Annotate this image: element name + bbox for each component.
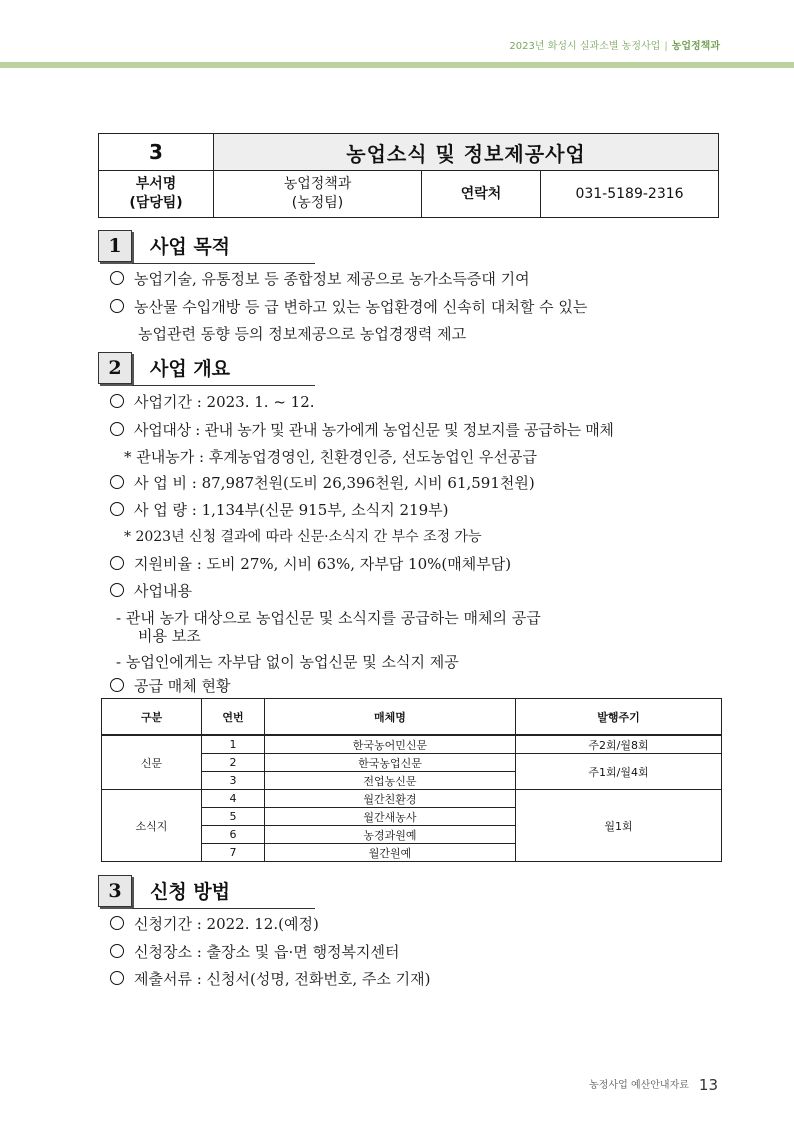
dept-value-line1: 농업정책과 — [283, 176, 352, 192]
no-cell: 7 — [202, 844, 265, 862]
col-header-name: 매체명 — [265, 699, 516, 736]
circle-bullet-icon — [110, 971, 124, 985]
apply-place-text: 신청장소 : 출장소 및 읍·면 행정복지센터 — [134, 943, 400, 961]
section-number: 3 — [98, 875, 132, 907]
name-cell: 월간원예 — [265, 844, 516, 862]
overview-content-2: - 농업인에게는 자부담 없이 농업신문 및 소식지 제공 — [116, 653, 459, 671]
overview-target-note: * 관내농가 : 후계농업경영인, 친환경인증, 선도농업인 우선공급 — [124, 448, 537, 466]
category-cell: 소식지 — [102, 790, 202, 862]
table-row — [102, 735, 722, 754]
overview-quantity-note: * 2023년 신청 결과에 따라 신문·소식지 간 부수 조정 가능 — [124, 529, 482, 545]
section-title: 신청 방법 — [150, 881, 231, 903]
name-cell: 월간친환경 — [265, 790, 516, 808]
overview-quantity — [108, 499, 449, 520]
overview-ratio — [108, 553, 511, 574]
purpose-item-1-text: 농업기술, 유통정보 등 종합정보 제공으로 농가소득증대 기여 — [134, 270, 530, 288]
header-dept: 농업정책과 — [671, 41, 720, 52]
col-header-cycle: 발행주기 — [516, 699, 722, 736]
name-cell: 한국농업신문 — [265, 754, 516, 772]
circle-bullet-icon — [110, 916, 124, 930]
cycle-cell: 주1회/월4회 — [516, 754, 722, 790]
table-row — [102, 790, 722, 808]
overview-content — [108, 580, 192, 601]
overview-period-text: 사업기간 : 2023. 1. ~ 12. — [134, 393, 315, 411]
cycle-cell: 주2회/월8회 — [516, 735, 722, 754]
no-cell: 5 — [202, 808, 265, 826]
circle-bullet-icon — [110, 944, 124, 958]
overview-content-text: 사업내용 — [134, 582, 192, 600]
no-cell: 1 — [202, 735, 265, 754]
name-cell: 한국농어민신문 — [265, 735, 516, 754]
circle-bullet-icon — [110, 271, 124, 285]
overview-period — [108, 391, 315, 412]
no-cell: 6 — [202, 826, 265, 844]
apply-docs-text: 제출서류 : 신청서(성명, 전화번호, 주소 기재) — [134, 970, 431, 988]
apply-docs — [108, 968, 430, 989]
section-number: 2 — [98, 352, 132, 384]
running-header — [509, 37, 720, 52]
cycle-cell: 월1회 — [516, 790, 722, 862]
overview-quantity-text: 사 업 량 : 1,134부(신문 915부, 소식지 219부) — [134, 501, 449, 519]
overview-ratio-text: 지원비율 : 도비 27%, 시비 63%, 자부담 10%(매체부담) — [134, 555, 512, 573]
circle-bullet-icon — [110, 394, 124, 408]
circle-bullet-icon — [110, 678, 124, 692]
section-title: 사업 개요 — [150, 358, 231, 380]
category-cell: 신문 — [102, 735, 202, 790]
section-underline — [132, 385, 315, 386]
overview-budget — [108, 472, 535, 493]
media-table — [101, 698, 722, 862]
no-cell: 4 — [202, 790, 265, 808]
section-underline — [132, 263, 315, 264]
project-title: 농업소식 및 정보제공사업 — [214, 134, 719, 171]
page-number: 13 — [698, 1076, 718, 1094]
purpose-item-1 — [108, 268, 530, 289]
project-title-table — [98, 133, 719, 218]
no-cell: 3 — [202, 772, 265, 790]
name-cell: 전업농신문 — [265, 772, 516, 790]
col-header-no: 연번 — [202, 699, 265, 736]
dept-value-line2: (농정팀) — [291, 195, 344, 211]
purpose-item-2 — [108, 296, 587, 317]
purpose-item-2-cont: 농업관련 동향 등의 정보제공으로 농업경쟁력 제고 — [138, 325, 467, 343]
no-cell: 2 — [202, 754, 265, 772]
project-number: 3 — [99, 134, 214, 171]
purpose-item-2-text: 농산물 수입개방 등 급 변하고 있는 농업환경에 신속히 대처할 수 있는 — [134, 298, 588, 316]
section-underline — [132, 908, 315, 909]
media-table-header — [102, 699, 722, 736]
overview-supply — [108, 675, 230, 696]
name-cell: 농경과원예 — [265, 826, 516, 844]
overview-budget-text: 사 업 비 : 87,987천원(도비 26,396천원, 시비 61,591천원) — [134, 474, 535, 492]
contact-label: 연락처 — [422, 171, 541, 218]
header-bar — [0, 62, 794, 68]
footer-text: 농정사업 예산안내자료 — [589, 1080, 689, 1091]
circle-bullet-icon — [110, 299, 124, 313]
header-separator: | — [664, 41, 668, 52]
section-title: 사업 목적 — [150, 236, 231, 258]
dept-label-line2: (담당팀) — [129, 195, 183, 211]
overview-target-text: 사업대상 : 관내 농가 및 관내 농가에게 농업신문 및 정보지를 공급하는 매체 — [134, 421, 614, 439]
dept-label — [99, 171, 214, 218]
dept-value — [214, 171, 422, 218]
circle-bullet-icon — [110, 475, 124, 489]
overview-content-1-cont: 비용 보조 — [138, 627, 201, 645]
apply-period — [108, 913, 319, 934]
overview-content-1: - 관내 농가 대상으로 농업신문 및 소식지를 공급하는 매체의 공급 — [116, 609, 541, 627]
overview-supply-text: 공급 매체 현황 — [134, 677, 231, 695]
overview-target — [108, 419, 614, 440]
circle-bullet-icon — [110, 502, 124, 516]
col-header-category: 구분 — [102, 699, 202, 736]
section-number: 1 — [98, 230, 132, 262]
contact-value: 031-5189-2316 — [541, 171, 719, 218]
apply-period-text: 신청기간 : 2022. 12.(예정) — [134, 915, 319, 933]
dept-label-line1: 부서명 — [135, 176, 177, 192]
circle-bullet-icon — [110, 583, 124, 597]
name-cell: 월간새농사 — [265, 808, 516, 826]
circle-bullet-icon — [110, 556, 124, 570]
page-footer — [589, 1075, 718, 1094]
circle-bullet-icon — [110, 422, 124, 436]
apply-place — [108, 941, 400, 962]
header-doc-title: 2023년 화성시 실과소별 농정사업 — [509, 41, 661, 52]
